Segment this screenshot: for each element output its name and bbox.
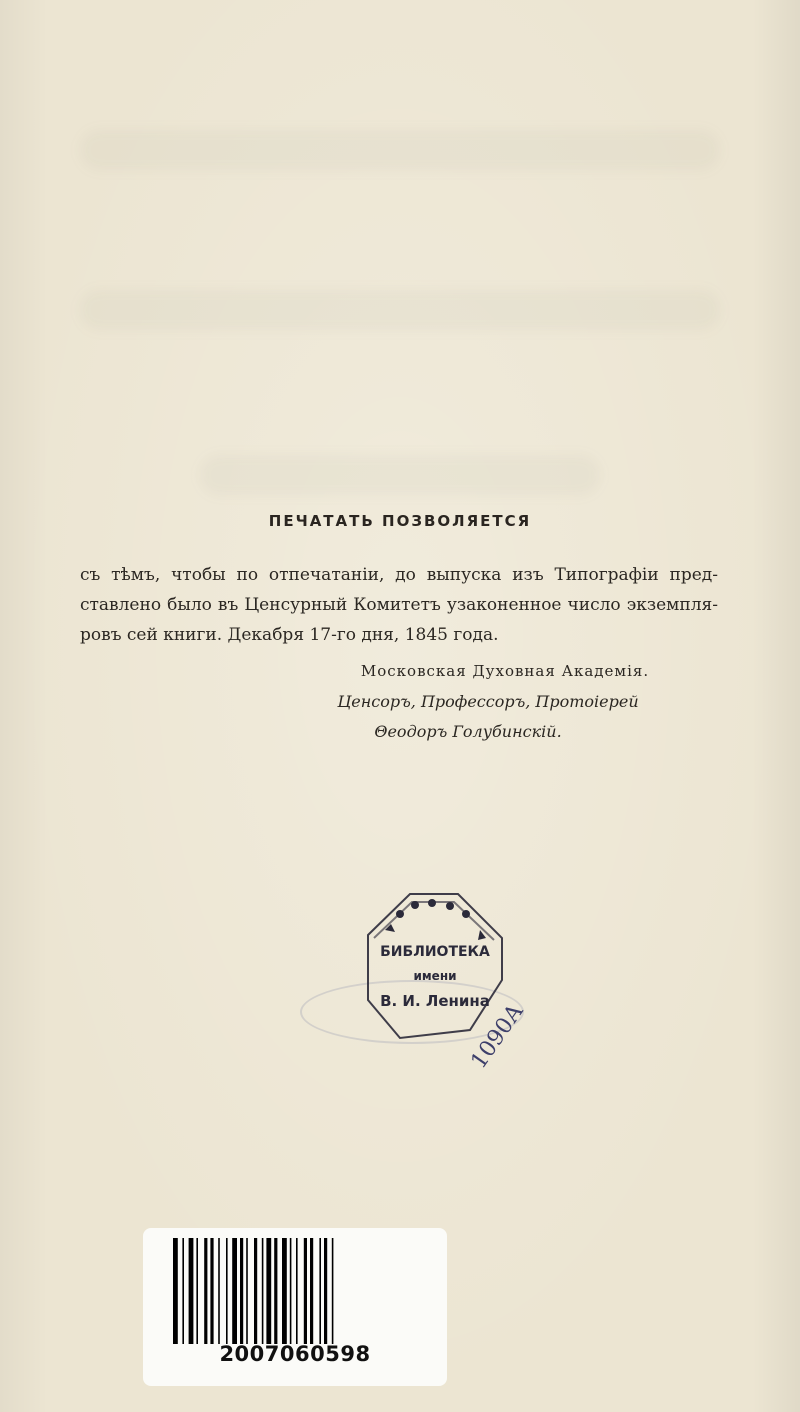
bleed-through-shadow — [80, 290, 720, 330]
barcode-bar — [204, 1238, 207, 1344]
barcode-bar — [296, 1238, 298, 1344]
barcode-bar — [173, 1238, 178, 1344]
barcode-bar — [262, 1238, 264, 1344]
barcode-bar — [218, 1238, 220, 1344]
handwritten-shelfmark: 1090А — [466, 999, 529, 1074]
stamp-line-2: имени — [413, 969, 457, 983]
barcode-bar — [282, 1238, 287, 1344]
barcode-bar — [196, 1238, 198, 1344]
barcode-bar — [319, 1238, 321, 1344]
signature-title: Ценсоръ, Профессоръ, Протоіерей — [337, 692, 639, 711]
barcode-bar — [189, 1238, 194, 1344]
barcode — [173, 1238, 417, 1344]
stamp-line-1: БИБЛИОТЕКА — [380, 944, 490, 960]
barcode-bar — [240, 1238, 243, 1344]
barcode-bar — [310, 1238, 313, 1344]
text-line: съ тѣмъ, чтобы по отпечатаніи, до выпуска изъ Типографіи пред- — [80, 565, 718, 585]
barcode-number: 2007060598 — [219, 1342, 371, 1366]
signature-name: Θеодоръ Голубинскій. — [374, 722, 562, 741]
text-line: ровъ сей книги. Декабря 17-го дня, 1845 года. — [80, 625, 499, 645]
barcode-bar — [274, 1238, 277, 1344]
text-line: ставлено было въ Ценсурный Комитетъ узаконенное число экземпля- — [80, 595, 718, 615]
barcode-bar — [210, 1238, 213, 1344]
censorship-heading: ПЕЧАТАТЬ ПОЗВОЛЯЕТСЯ — [268, 512, 532, 530]
stamp-frame — [368, 894, 502, 1038]
barcode-bar — [324, 1238, 327, 1344]
bleed-through-shadow — [200, 455, 600, 495]
barcode-bar — [290, 1238, 292, 1344]
stamp-ornament — [385, 899, 486, 940]
signature-institution: Московская Духовная Академія. — [360, 662, 650, 680]
barcode-bar — [332, 1238, 334, 1344]
bleed-through-shadow — [80, 130, 720, 170]
barcode-bar — [254, 1238, 257, 1344]
barcode-bar — [246, 1238, 248, 1344]
barcode-bar — [232, 1238, 237, 1344]
library-stamp — [290, 880, 590, 1080]
barcode-bar — [304, 1238, 307, 1344]
barcode-bar — [182, 1238, 184, 1344]
barcode-bar — [266, 1238, 271, 1344]
barcode-bar — [226, 1238, 228, 1344]
barcode-label — [143, 1228, 447, 1386]
censorship-text — [80, 560, 718, 650]
stamp-line-3: В. И. Ленина — [380, 992, 490, 1010]
